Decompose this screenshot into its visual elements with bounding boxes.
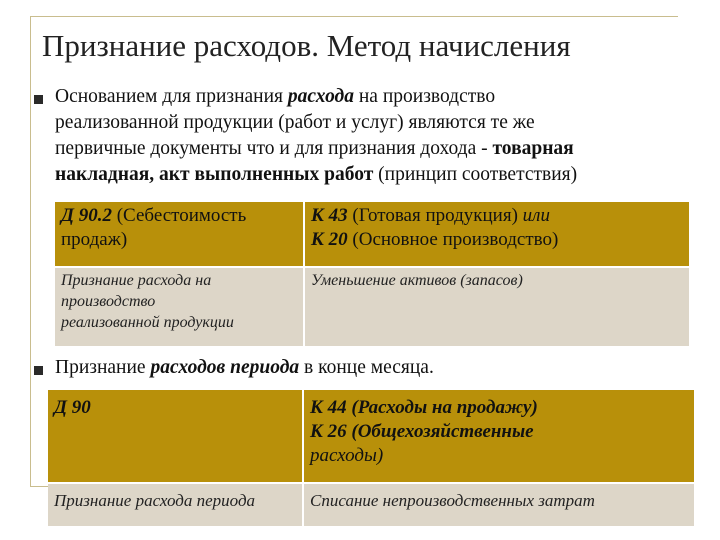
table2-credit-line1: К 44 (Расходы на продажу) (310, 397, 538, 418)
frame-bottom-line (30, 486, 50, 487)
table1-cell-right (304, 267, 689, 346)
table2-header-credit (303, 390, 694, 483)
table1-header-row (55, 202, 689, 267)
bullet1-line4 (55, 162, 705, 188)
table1-debit-text1: (Себестоимость (111, 205, 247, 226)
table2-cell-right (303, 483, 694, 526)
table1-header-debit (55, 202, 304, 267)
table1-cell-left-line2: производство (61, 293, 156, 310)
bullet1-line1-post: на производство (354, 86, 496, 107)
slide-title: Признание расходов. Метод начисления (42, 28, 571, 63)
table2-cell-left-text: Признание расхода периода (54, 491, 256, 510)
bullet2-emphasis: расходов периода (150, 357, 300, 378)
bullet1-line2: реализованной продукции (работ и услуг) являются те же (55, 112, 535, 133)
table2-debit-code: Д 90 (54, 397, 91, 418)
table2-cell-right-text: Списание непроизводственных затрат (310, 491, 595, 510)
table2-header-row (48, 390, 694, 483)
bullet1-line3-pre: первичные документы что и для признания дохода - (55, 138, 493, 159)
table1-debit-code: Д 90.2 (61, 205, 112, 226)
table2-cell-left (48, 483, 303, 526)
table1-credit-text1: (Готовая продукция) (347, 205, 523, 226)
bullet2-post: в конце месяца. (299, 357, 434, 378)
frame-left-line (30, 16, 31, 486)
table2-credit-line2: К 26 (Общехозяйственные (310, 421, 534, 442)
bullet1-line3 (55, 136, 705, 162)
table1-cell-left-line3: реализованной продукции (61, 314, 234, 331)
table1-header-credit (304, 202, 689, 267)
table1-credit-code1: К 43 (311, 205, 348, 226)
table-accounts-2 (48, 390, 694, 526)
bullet1-line4-bold: накладная, акт выполненных работ (55, 164, 374, 185)
table1-credit-or: или (522, 205, 550, 226)
table1-body-row (55, 267, 689, 346)
table1-cell-right-text: Уменьшение активов (запасов) (311, 272, 523, 289)
table1-cell-left (55, 267, 304, 346)
table1-debit-text2: продаж) (61, 229, 128, 250)
table2-body-row (48, 483, 694, 526)
table1-credit-code2: К 20 (311, 229, 348, 250)
bullet1-text (55, 84, 705, 188)
bullet-square-icon (34, 95, 43, 104)
bullet1-line3-bold: товарная (492, 138, 574, 159)
bullet2-pre: Признание (55, 357, 151, 378)
table2-credit-line3: расходы) (310, 445, 384, 466)
table-accounts-1 (55, 202, 689, 346)
bullet2-text (55, 355, 695, 381)
table2-header-debit (48, 390, 303, 483)
bullet1-line4-post: (принцип соответствия) (373, 164, 578, 185)
table1-cell-left-line1: Признание расхода на (61, 272, 212, 289)
table1-credit-text2: (Основное производство) (347, 229, 559, 250)
bullet-square-icon (34, 366, 43, 375)
bullet1-emphasis: расхода (287, 86, 354, 107)
frame-top-line (30, 16, 678, 17)
bullet1-line1-pre: Основанием для признания (55, 86, 288, 107)
bullet1-line1 (55, 84, 705, 110)
